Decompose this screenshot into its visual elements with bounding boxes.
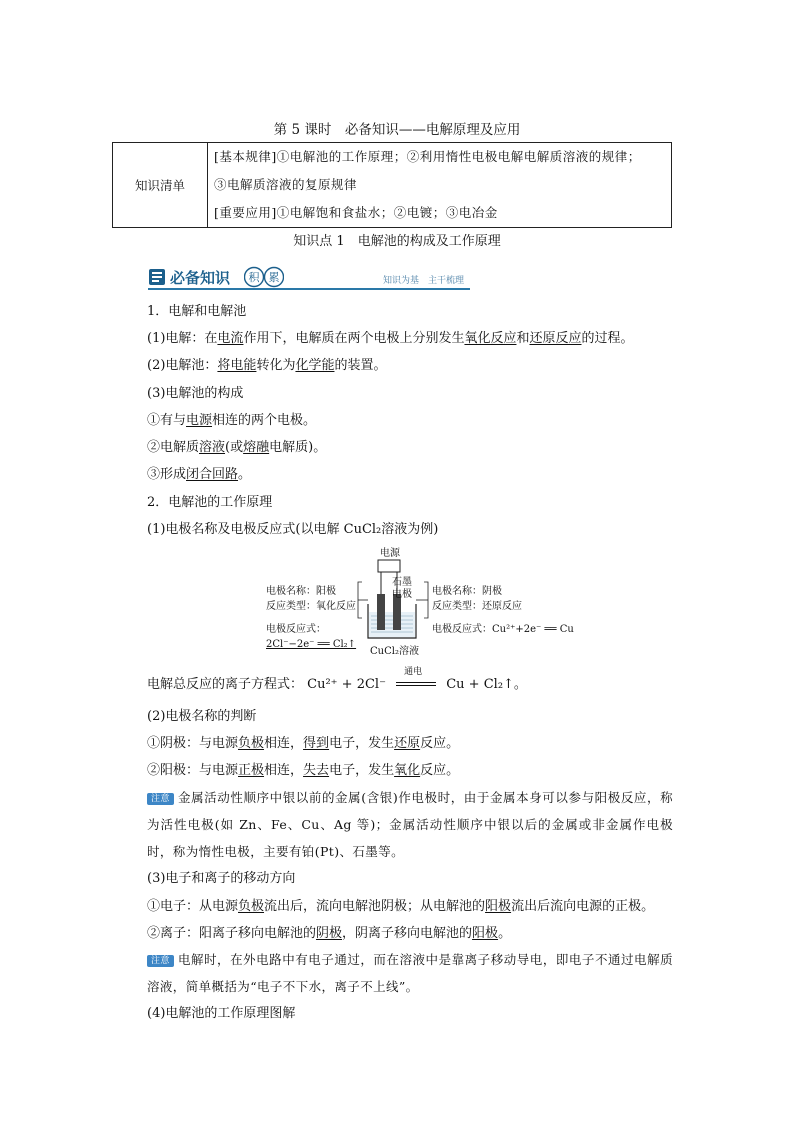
para-electrolysis-def: (1)电解：在电流作用下，电解质在两个电极上分别发生氧化反应和还原反应的过程。 xyxy=(147,331,634,346)
label-cathode-type: 反应类型：还原反应 xyxy=(432,601,522,612)
book-icon xyxy=(148,268,166,286)
knowledge-list-table xyxy=(112,142,672,228)
stamp-badge xyxy=(244,266,284,288)
label-cathode-name: 电极名称：阴极 xyxy=(432,586,502,597)
para-electron-flow: ①电子：从电源负极流出后，流向电解池阴极；从电解池的阳极流出后流向电源的正极。 xyxy=(147,899,655,914)
label-solution: CuCl₂溶液 xyxy=(370,646,419,657)
para-illustration: (4)电解池的工作原理图解 xyxy=(147,1006,296,1021)
banner-subtitle: 知识为基 主干梳理 xyxy=(382,276,464,286)
para-structure-3: ③形成闭合回路。 xyxy=(147,467,252,482)
equation-arrow xyxy=(396,667,436,690)
para-structure-1: ①有与电源相连的两个电极。 xyxy=(147,413,317,428)
label-anode-name: 电极名称：阳极 xyxy=(266,586,336,597)
label-anode-eq: 2Cl⁻−2e⁻ ══ Cl₂↑ xyxy=(266,639,357,650)
banner xyxy=(148,266,470,290)
label-power-source: 电源 xyxy=(380,548,400,559)
electrolysis-cell-diagram xyxy=(266,546,576,666)
para-movement: (3)电子和离子的移动方向 xyxy=(147,871,296,886)
para-cell-structure: (3)电解池的构成 xyxy=(147,386,244,401)
knowledge-list-content xyxy=(208,143,672,228)
note-electron-water xyxy=(147,946,673,1000)
stamp-char-1: 积 xyxy=(248,271,260,284)
banner-title: 必备知识 xyxy=(170,269,231,287)
banner-underline xyxy=(148,288,470,290)
heading-electrolysis: 1．电解和电解池 xyxy=(147,304,247,319)
para-ion-flow: ②离子：阳离子移向电解池的阴极，阴离子移向电解池的阳极。 xyxy=(147,926,512,941)
note-tag: 注意 xyxy=(147,955,174,967)
label-graphite-1: 石墨 xyxy=(392,577,412,588)
note-text: 电解时，在外电路中有电子通过，而在溶液中是靠离子移动导电，即电子不通过电解质溶液，简单概括为“电子不下水，离子不上线”。 xyxy=(147,952,673,994)
knowledge-line-1: [基本规律]①电解池的工作原理；②利用惰性电极电解电解质溶液的规律； xyxy=(214,149,641,164)
label-anode-type: 反应类型：氧化反应 xyxy=(266,601,356,612)
knowledge-list-header: 知识清单 xyxy=(113,143,208,228)
stamp-char-2: 累 xyxy=(268,271,280,284)
equation-condition: 通电 xyxy=(404,667,423,677)
para-judgement: (2)电极名称的判断 xyxy=(147,709,257,724)
note-text: 金属活动性顺序中银以前的金属(含银)作电极时，由于金属本身可以参与阳极反应，称为活性电极(如 Zn、Fe、Cu、Ag 等)；金属活动性顺序中银以后的金属或非金属作电极时，称为惰性电极，主要有铂(Pt)、石墨等。 xyxy=(147,790,673,859)
page-title: 第 5 课时 必备知识——电解原理及应用 xyxy=(273,122,521,138)
total-reaction-equation: 电解总反应的离子方程式： Cu²⁺ + 2Cl⁻ 通电 Cu + Cl₂↑。 xyxy=(147,676,527,693)
para-structure-2: ②电解质溶液(或熔融电解质)。 xyxy=(147,440,327,455)
knowledge-line-2: ③电解质溶液的复原规律 xyxy=(214,177,358,192)
section-title: 知识点 1 电解池的构成及工作原理 xyxy=(293,234,501,249)
para-electrode-names: (1)电极名称及电极反应式(以电解 CuCl₂溶液为例) xyxy=(147,522,439,537)
note-tag: 注意 xyxy=(147,793,174,805)
para-anode: ②阳极：与电源正极相连，失去电子，发生氧化反应。 xyxy=(147,763,460,778)
para-cathode: ①阴极：与电源负极相连，得到电子，发生还原反应。 xyxy=(147,736,460,751)
label-anode-eq-title: 电极反应式： xyxy=(266,624,326,635)
label-cathode-eq: 电极反应式：Cu²⁺+2e⁻ ══ Cu xyxy=(432,624,574,635)
knowledge-line-3: [重要应用]①电解饱和食盐水；②电镀；③电冶金 xyxy=(214,205,498,220)
heading-working-principle: 2．电解池的工作原理 xyxy=(147,495,273,510)
label-graphite-2: 电极 xyxy=(392,589,412,600)
para-cell-def: (2)电解池：将电能转化为化学能的装置。 xyxy=(147,358,387,373)
note-active-electrode xyxy=(147,784,673,865)
